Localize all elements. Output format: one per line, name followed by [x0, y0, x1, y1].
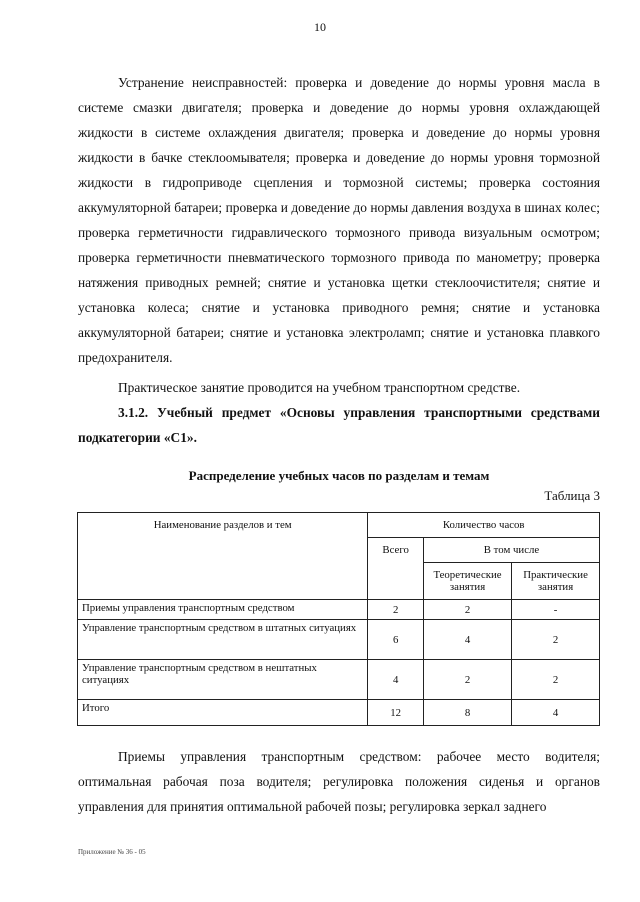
paragraph-practical-lesson: Практическое занятие проводится на учебном транспортном средстве. — [118, 380, 521, 395]
row-practice: 4 — [512, 700, 600, 726]
table-label: Таблица 3 — [544, 488, 600, 503]
row-theory: 2 — [423, 660, 511, 700]
row-practice: 2 — [512, 620, 600, 660]
paragraph-vehicle-control: Приемы управления транспортным средством: рабочее место водителя; оптимальная рабочая поза водителя; регулировка положения сиденья и органов управления для принятия оптимальной рабочей позы; регулировка зеркал заднего — [78, 749, 600, 814]
table-row — [78, 620, 600, 660]
paragraph-troubleshooting: Устранение неисправностей: проверка и доведение до нормы уровня масла в системе смазки двигателя; проверка и доведение до нормы уровня охлаждающей жидкости в системе охлаждения двигателя; проверка и доведение до нормы уровня жидкости в бачке стеклоомывателя; проверка и доведение до нормы уровня тормозной жидкости в гидроприводе сцепления и тормозной системы; проверка состояния аккумуляторной батареи; проверка и доведение до нормы давления воздуха в шинах колес; проверка герметичности гидравлического тормозного привода визуальным осмотром; проверка герметичности пневматического тормозного привода по манометру; проверка натяжения приводных ремней; снятие и установка щетки стеклоочистителя; снятие и установка колеса; снятие и установка приводного ремня; снятие и установка аккумуляторной батареи; снятие и установка электроламп; снятие и установка плавкого предохранителя. — [78, 75, 600, 365]
row-name: Управление транспортным средством в штатных ситуациях — [78, 620, 368, 660]
row-total: 6 — [368, 620, 424, 660]
row-theory: 2 — [423, 600, 511, 620]
table-title: Распределение учебных часов по разделам и темам — [188, 468, 490, 483]
header-theory: Теоретические занятия — [423, 563, 511, 600]
row-theory: 4 — [423, 620, 511, 660]
row-total: 2 — [368, 600, 424, 620]
table-row-total — [78, 700, 600, 726]
header-including: В том числе — [423, 538, 599, 563]
table-row — [78, 660, 600, 700]
hours-table — [77, 512, 600, 726]
header-name: Наименование разделов и тем — [78, 513, 368, 600]
header-hours: Количество часов — [368, 513, 600, 538]
footer-note: Приложение № 36 - 05 — [78, 848, 146, 856]
row-practice: 2 — [512, 660, 600, 700]
header-total: Всего — [368, 538, 424, 600]
section-heading: 3.1.2. Учебный предмет «Основы управления транспортными средствами подкатегории «С1». — [78, 405, 600, 445]
row-practice: - — [512, 600, 600, 620]
row-name: Приемы управления транспортным средством — [78, 600, 368, 620]
page-number: 10 — [314, 20, 326, 34]
row-total: 12 — [368, 700, 424, 726]
row-theory: 8 — [423, 700, 511, 726]
row-total: 4 — [368, 660, 424, 700]
table-header-row — [78, 513, 600, 538]
row-name: Итого — [78, 700, 368, 726]
table-row — [78, 600, 600, 620]
header-practice: Практические занятия — [512, 563, 600, 600]
row-name: Управление транспортным средством в нештатных ситуациях — [78, 660, 368, 700]
